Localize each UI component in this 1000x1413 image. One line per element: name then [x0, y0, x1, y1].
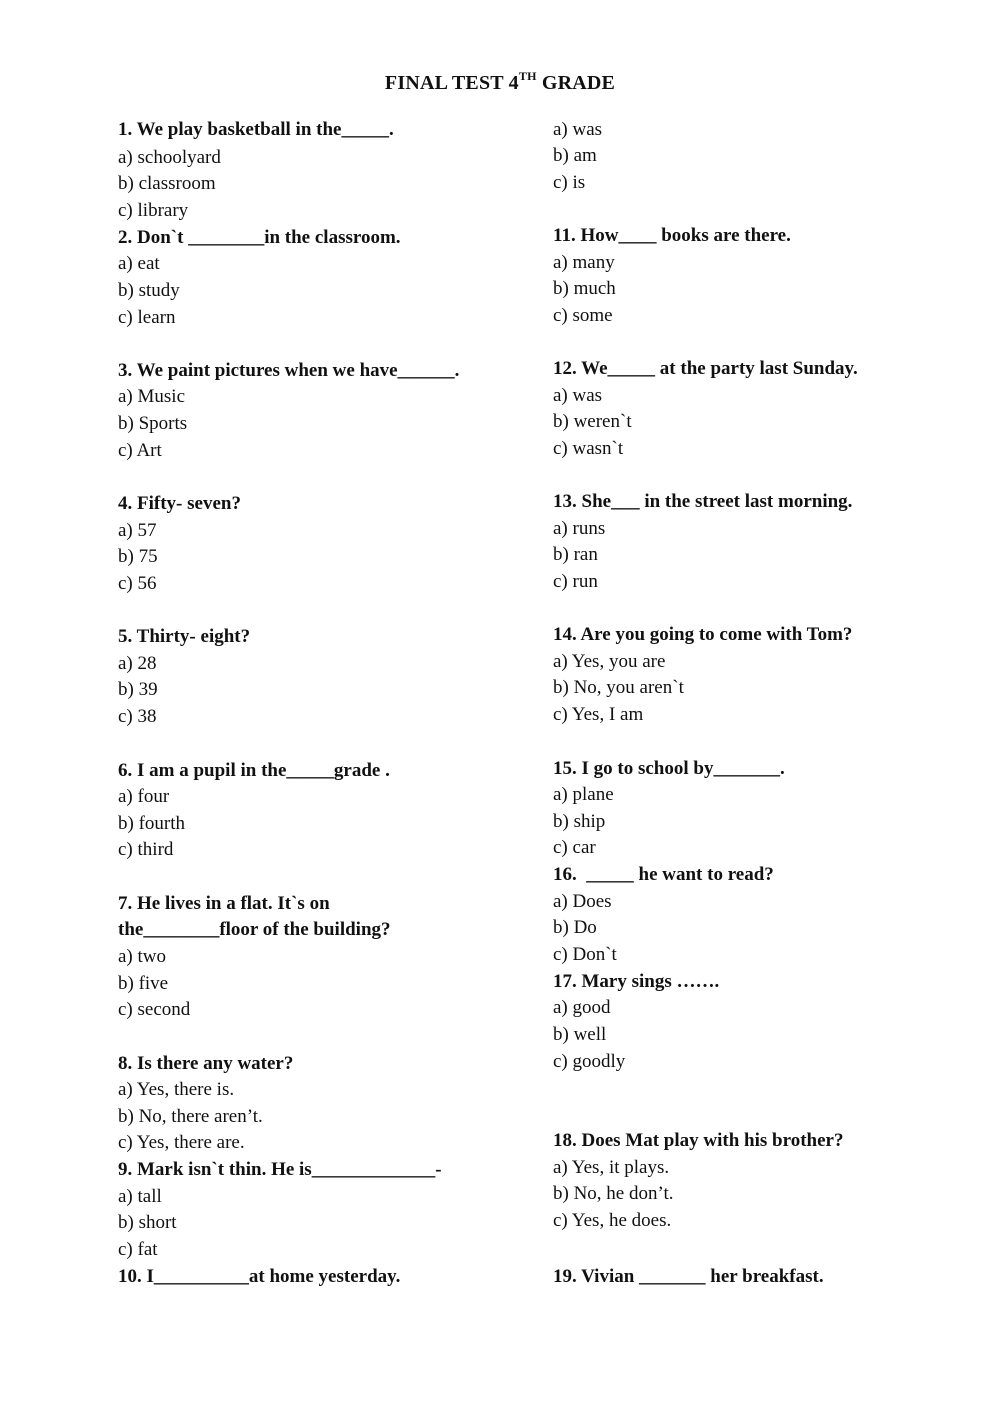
question-14: 14. Are you going to come with Tom? — [553, 624, 853, 645]
option-9c[interactable]: c) fat — [118, 1239, 158, 1260]
question-16: 16. _____ he want to read? — [553, 864, 774, 885]
option-3a[interactable]: a) Music — [118, 386, 186, 407]
question-2: 2. Don`t ________in the classroom. — [118, 227, 401, 248]
option-5c[interactable]: c) 38 — [118, 706, 157, 727]
option-7b[interactable]: b) five — [118, 973, 169, 994]
question-7-line-1: 7. He lives in a flat. It`s on — [118, 893, 330, 914]
option-14b[interactable]: b) No, you aren`t — [553, 677, 684, 698]
option-11a[interactable]: a) many — [553, 252, 615, 273]
question-8: 8. Is there any water? — [118, 1053, 294, 1074]
option-6a[interactable]: a) four — [118, 786, 170, 807]
option-15a[interactable]: a) plane — [553, 784, 614, 805]
question-15: 15. I go to school by_______. — [553, 758, 785, 779]
option-13b[interactable]: b) ran — [553, 544, 598, 565]
option-10b[interactable]: b) am — [553, 145, 597, 166]
option-18b[interactable]: b) No, he don’t. — [553, 1183, 674, 1204]
option-6c[interactable]: c) third — [118, 839, 174, 860]
question-4: 4. Fifty- seven? — [118, 493, 241, 514]
option-15c[interactable]: c) car — [553, 837, 596, 858]
option-16b[interactable]: b) Do — [553, 917, 597, 938]
option-7c[interactable]: c) second — [118, 999, 191, 1020]
option-10c[interactable]: c) is — [553, 172, 586, 193]
option-12a[interactable]: a) was — [553, 385, 603, 406]
option-10a[interactable]: a) was — [553, 119, 603, 140]
option-13c[interactable]: c) run — [553, 571, 598, 592]
option-3c[interactable]: c) Art — [118, 440, 162, 461]
option-2c[interactable]: c) learn — [118, 307, 176, 328]
option-9b[interactable]: b) short — [118, 1212, 177, 1233]
question-1: 1. We play basketball in the_____. — [118, 119, 394, 140]
question-7-line-2: the________floor of the building? — [118, 919, 391, 940]
option-16a[interactable]: a) Does — [553, 891, 612, 912]
question-3: 3. We paint pictures when we have______. — [118, 360, 460, 381]
question-11: 11. How____ books are there. — [553, 225, 791, 246]
option-17c[interactable]: c) goodly — [553, 1051, 626, 1072]
question-6: 6. I am a pupil in the_____grade . — [118, 760, 390, 781]
option-2a[interactable]: a) eat — [118, 253, 160, 274]
question-5: 5. Thirty- eight? — [118, 626, 251, 647]
question-18: 18. Does Mat play with his brother? — [553, 1130, 844, 1151]
question-13: 13. She___ in the street last morning. — [553, 491, 853, 512]
question-9: 9. Mark isn`t thin. He is_____________- — [118, 1159, 442, 1180]
option-8a[interactable]: a) Yes, there is. — [118, 1079, 235, 1100]
option-18a[interactable]: a) Yes, it plays. — [553, 1157, 670, 1178]
question-10: 10. I__________at home yesterday. — [118, 1266, 401, 1287]
option-4b[interactable]: b) 75 — [118, 546, 158, 567]
option-2b[interactable]: b) study — [118, 280, 180, 301]
option-17b[interactable]: b) well — [553, 1024, 607, 1045]
option-9a[interactable]: a) tall — [118, 1186, 162, 1207]
option-5b[interactable]: b) 39 — [118, 679, 158, 700]
option-14a[interactable]: a) Yes, you are — [553, 651, 666, 672]
option-13a[interactable]: a) runs — [553, 518, 606, 539]
question-12: 12. We_____ at the party last Sunday. — [553, 358, 858, 379]
option-1b[interactable]: b) classroom — [118, 173, 216, 194]
option-15b[interactable]: b) ship — [553, 811, 606, 832]
page-title: FINAL TEST 4TH GRADE — [384, 69, 616, 94]
option-1c[interactable]: c) library — [118, 200, 189, 221]
option-5a[interactable]: a) 28 — [118, 653, 157, 674]
option-7a[interactable]: a) two — [118, 946, 167, 967]
option-11c[interactable]: c) some — [553, 305, 613, 326]
option-16c[interactable]: c) Don`t — [553, 944, 617, 965]
option-3b[interactable]: b) Sports — [118, 413, 188, 434]
option-12c[interactable]: c) wasn`t — [553, 438, 624, 459]
option-8c[interactable]: c) Yes, there are. — [118, 1132, 245, 1153]
option-4c[interactable]: c) 56 — [118, 573, 157, 594]
option-4a[interactable]: a) 57 — [118, 520, 157, 541]
option-14c[interactable]: c) Yes, I am — [553, 704, 644, 725]
option-12b[interactable]: b) weren`t — [553, 411, 632, 432]
option-6b[interactable]: b) fourth — [118, 813, 186, 834]
option-17a[interactable]: a) good — [553, 997, 611, 1018]
question-17: 17. Mary sings ……. — [553, 971, 720, 992]
option-8b[interactable]: b) No, there aren’t. — [118, 1106, 263, 1127]
option-11b[interactable]: b) much — [553, 278, 616, 299]
option-18c[interactable]: c) Yes, he does. — [553, 1210, 672, 1231]
question-19: 19. Vivian _______ her breakfast. — [553, 1266, 824, 1287]
option-1a[interactable]: a) schoolyard — [118, 147, 221, 168]
